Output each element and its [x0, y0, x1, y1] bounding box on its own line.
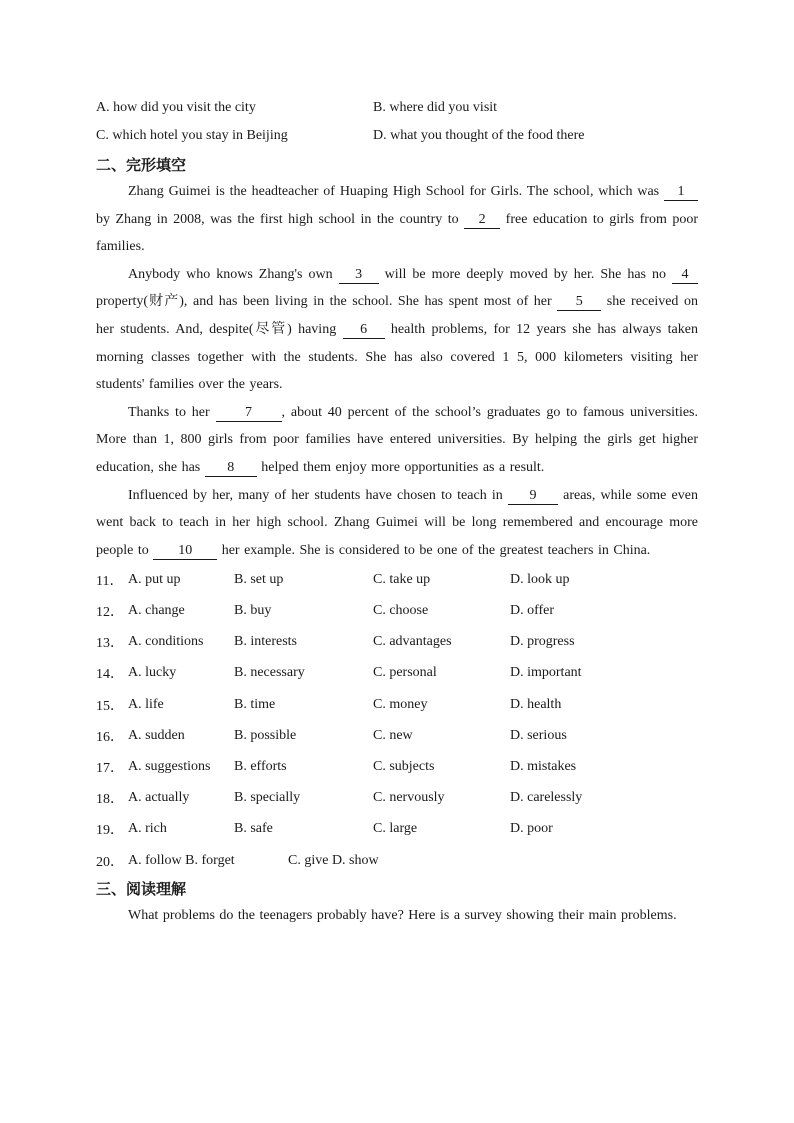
choice-c: C. subjects	[373, 759, 435, 775]
question-row	[96, 783, 698, 814]
question-row	[96, 564, 698, 595]
blank-7: 7	[216, 405, 282, 422]
option-b: B. where did you visit	[373, 100, 498, 115]
choice-c: C. large	[373, 821, 418, 837]
choice-b: B. necessary	[234, 665, 305, 681]
question-row	[96, 720, 698, 751]
cloze-paragraph-1: Zhang Guimei is the headteacher of Huaping High School for Girls. The school, which was 1 by Zhang in 2008, was the first high school in the country to 2 free education to girls from poor families.	[96, 184, 698, 255]
question-number: 19．	[96, 823, 124, 839]
blank-4: 4	[672, 267, 698, 284]
cloze-paragraph-2: Anybody who knows Zhang's own 3 will be more deeply moved by her. She has no 4 property(财产), and has been living in the school. She has spent most of her 5 she received on her students. And, despite(尽管) having 6 health problems, for 12 years she has always taken morning classes together with the students. She has also covered 1 5, 000 kilometers visiting her students' families over the years.	[96, 266, 698, 393]
question-number: 18．	[96, 792, 124, 808]
reading-intro: What problems do the teenagers probably have? Here is a survey showing their main problems.	[128, 908, 677, 923]
option-row	[96, 94, 698, 122]
blank-9: 9	[508, 488, 558, 505]
choices-c-d: C. give D. show	[288, 852, 379, 868]
choice-d: D. health	[510, 696, 562, 712]
choice-d: D. poor	[510, 821, 553, 837]
choice-a: A. lucky	[128, 665, 177, 681]
question-row	[96, 627, 698, 658]
question-number: 11．	[96, 573, 124, 589]
blank-3: 3	[339, 267, 379, 284]
document-page	[96, 94, 698, 930]
question-row	[96, 596, 698, 627]
choice-d: D. look up	[510, 571, 570, 587]
choice-d: D. serious	[510, 727, 567, 743]
option-d: D. what you thought of the food there	[373, 128, 585, 143]
choice-a: A. rich	[128, 821, 167, 837]
choice-d: D. carelessly	[510, 790, 583, 806]
blank-5: 5	[557, 294, 601, 311]
choice-a: A. put up	[128, 571, 181, 587]
choice-c: C. new	[373, 727, 413, 743]
question-number: 12．	[96, 605, 124, 621]
blank-8: 8	[205, 460, 257, 477]
choice-c: C. nervously	[373, 790, 445, 806]
choices-a-b: A. follow B. forget	[128, 852, 235, 868]
option-c: C. which hotel you stay in Beijing	[96, 128, 288, 143]
question-number: 15．	[96, 698, 124, 714]
question-number: 16．	[96, 729, 124, 745]
blank-2: 2	[464, 212, 500, 229]
choice-a: A. life	[128, 696, 164, 712]
choice-b: B. interests	[234, 634, 297, 650]
choice-d: D. mistakes	[510, 759, 577, 775]
question-row	[96, 689, 698, 720]
question-row	[96, 751, 698, 782]
choice-d: D. progress	[510, 634, 575, 650]
choice-c: C. personal	[373, 665, 437, 681]
choice-b: B. set up	[234, 571, 284, 587]
option-a: A. how did you visit the city	[96, 100, 256, 115]
question-row	[96, 814, 698, 845]
question-number: 17．	[96, 761, 124, 777]
choice-c: C. choose	[373, 603, 429, 619]
question-number: 20．	[96, 854, 124, 870]
choice-b: B. time	[234, 696, 276, 712]
choice-a: A. suggestions	[128, 759, 211, 775]
cloze-questions	[96, 564, 698, 876]
choice-d: D. important	[510, 665, 582, 681]
section-heading-cloze: 二、完形填空	[96, 156, 187, 174]
choice-b: B. safe	[234, 821, 273, 837]
option-row	[96, 122, 698, 150]
choice-c: C. money	[373, 696, 428, 712]
choice-a: A. conditions	[128, 634, 204, 650]
choice-b: B. specially	[234, 790, 301, 806]
cloze-paragraph-3: Thanks to her 7 , about 40 percent of the school’s graduates go to famous universities. More than 1, 800 girls from poor families have entered universities. By helping the girls get higher education, she has 8 helped them enjoy more opportunities as a result.	[96, 404, 699, 475]
blank-6: 6	[343, 322, 385, 339]
choice-a: A. actually	[128, 790, 190, 806]
choice-a: A. change	[128, 603, 185, 619]
choice-d: D. offer	[510, 603, 555, 619]
section-heading-reading: 三、阅读理解	[96, 880, 187, 898]
choice-b: B. buy	[234, 603, 272, 619]
choice-c: C. advantages	[373, 634, 452, 650]
question-number: 14．	[96, 667, 124, 683]
blank-10: 10	[153, 543, 217, 560]
question-row	[96, 658, 698, 689]
choice-b: B. efforts	[234, 759, 287, 775]
choice-c: C. take up	[373, 571, 431, 587]
choice-b: B. possible	[234, 727, 297, 743]
choice-a: A. sudden	[128, 727, 185, 743]
cloze-paragraph-4: Influenced by her, many of her students have chosen to teach in 9 areas, while some even went back to teach in her high school. Zhang Guimei will be long remembered and encourage more people to 10 her example. She is considered to be one of the greatest teachers in China.	[96, 487, 698, 558]
question-number: 13．	[96, 636, 124, 652]
blank-1: 1	[664, 184, 698, 201]
question-row	[96, 845, 698, 876]
